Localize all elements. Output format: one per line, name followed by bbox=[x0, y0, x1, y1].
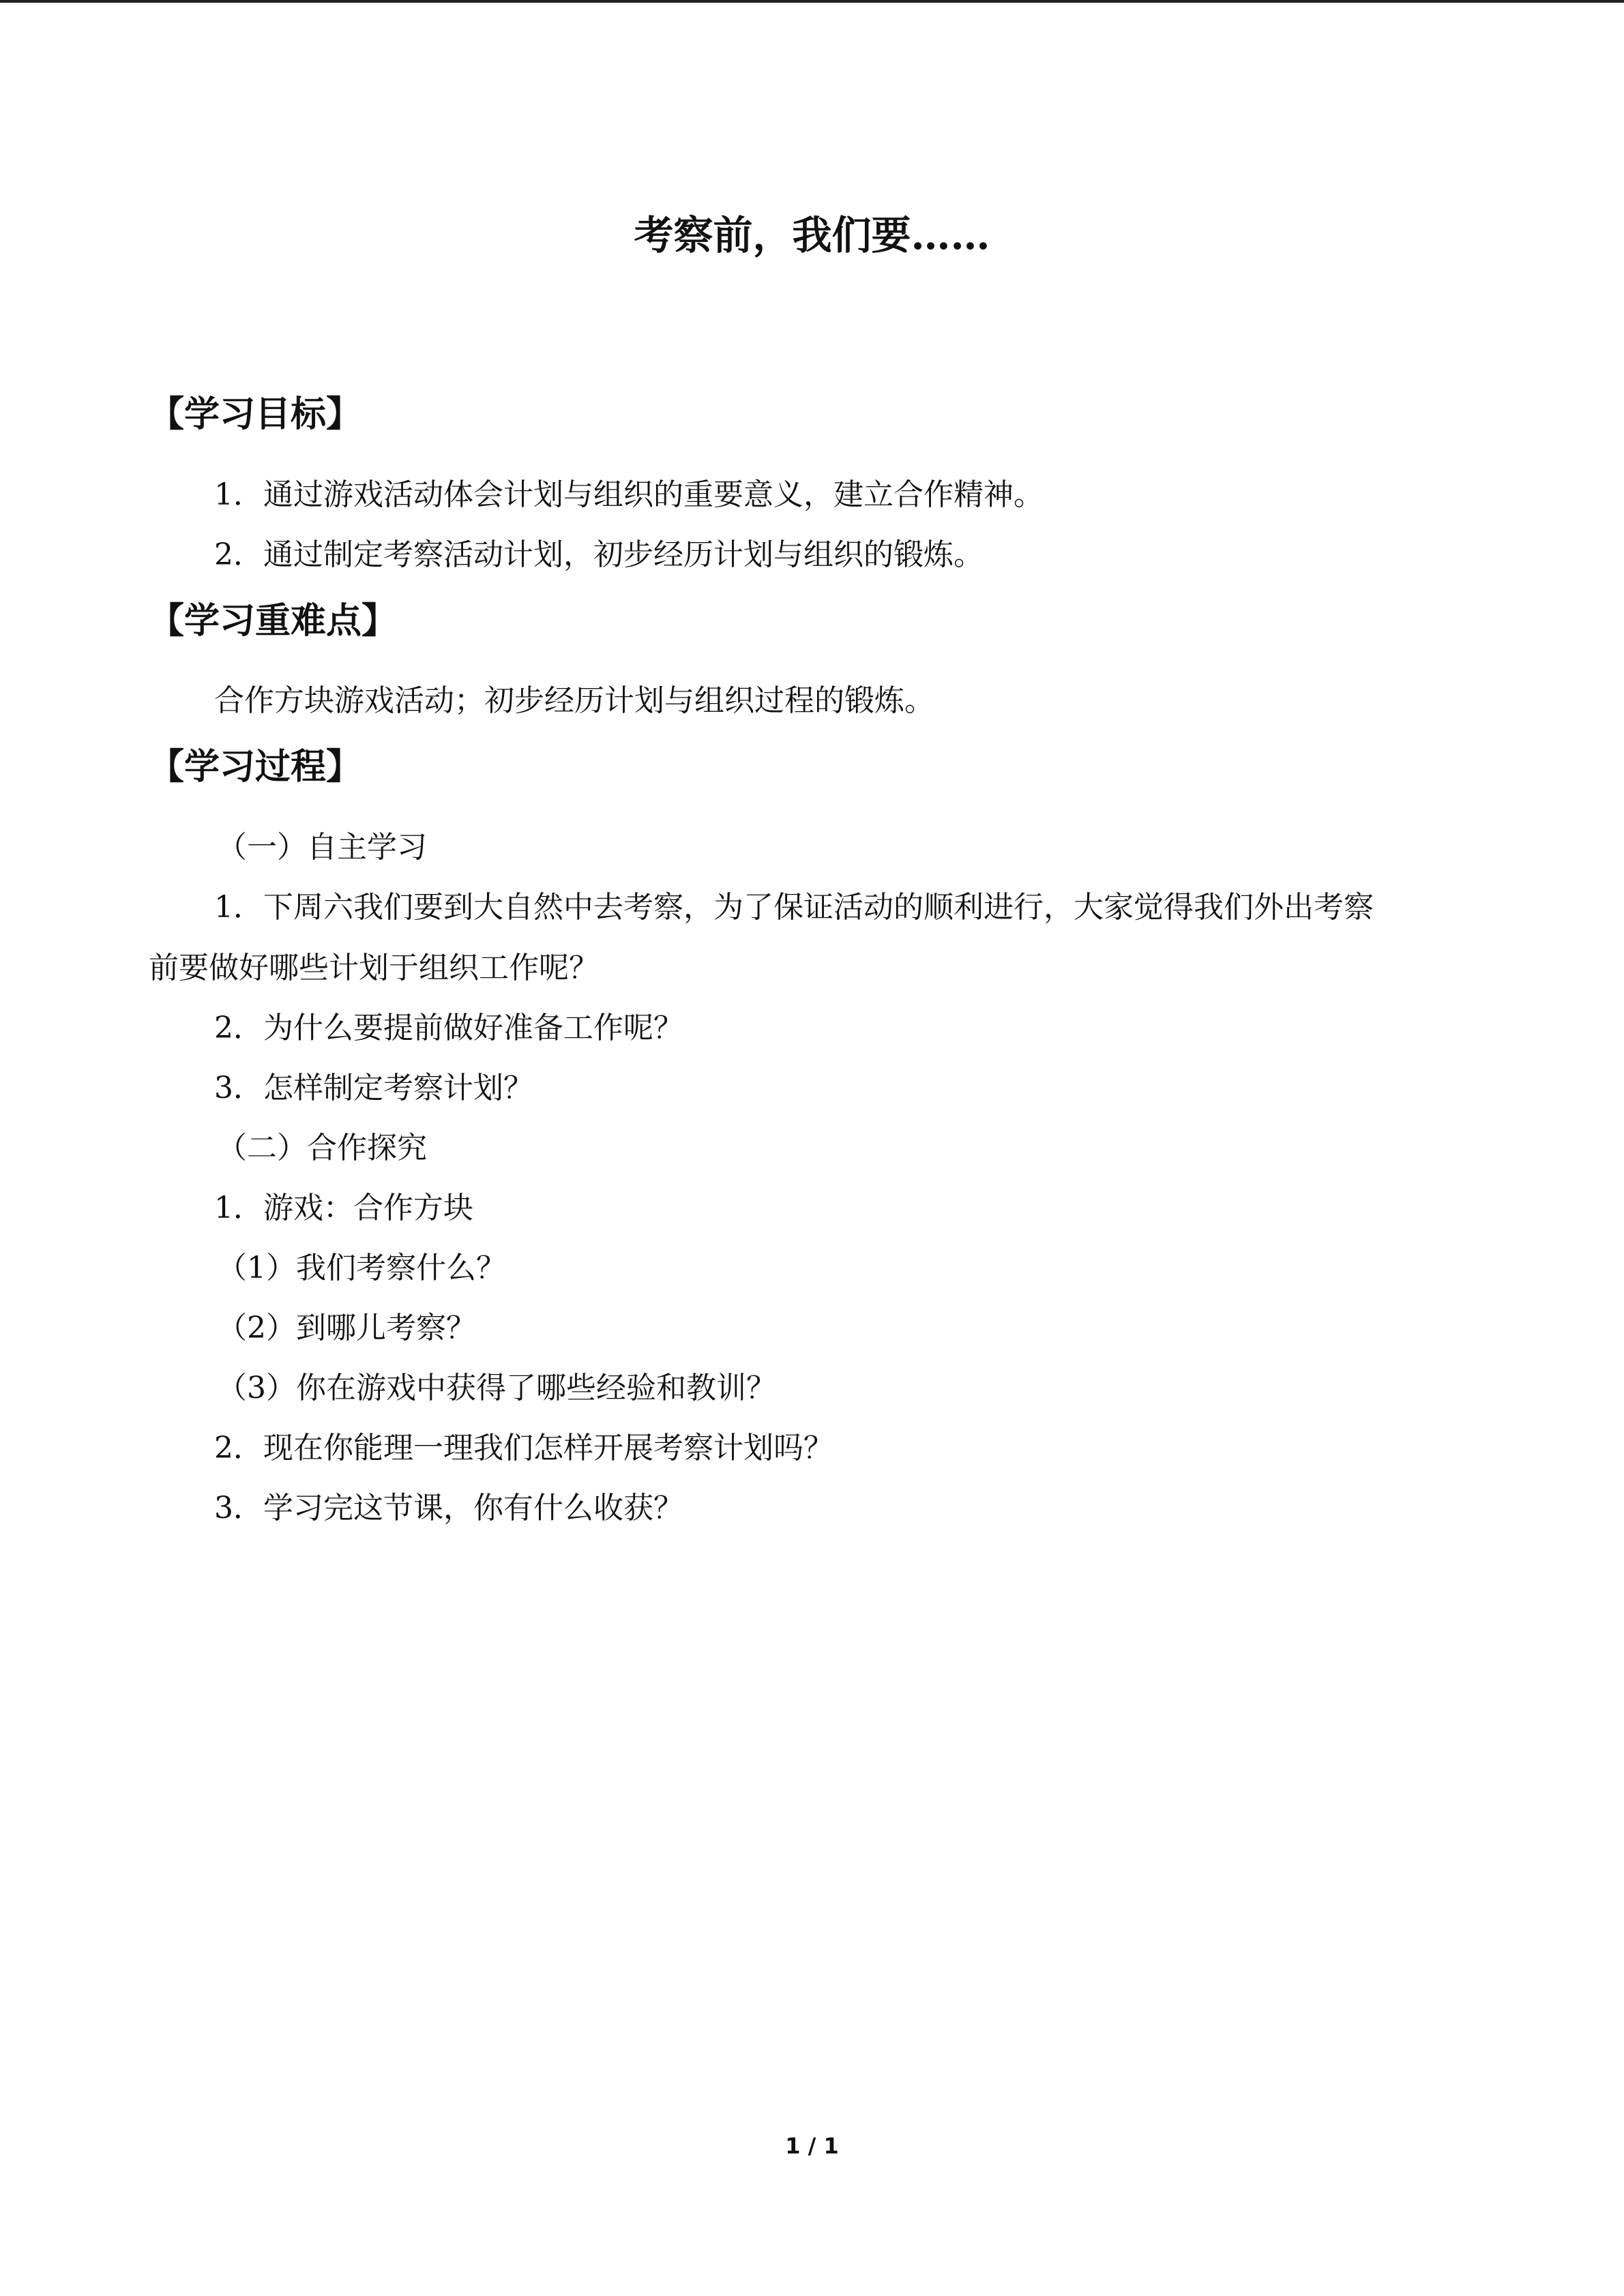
cooperative-question-2: 2．现在你能理一理我们怎样开展考察计划吗？ bbox=[214, 1431, 833, 1465]
self-study-question-2: 2．为什么要提前做好准备工作呢？ bbox=[214, 1011, 683, 1045]
self-study-question-1-line-2: 前要做好哪些计划于组织工作呢？ bbox=[149, 951, 599, 985]
objective-item-1: 1．通过游戏活动体会计划与组织的重要意义，建立合作精神。 bbox=[214, 477, 1044, 512]
self-study-question-1-line-1: 1．下周六我们要到大自然中去考察，为了保证活动的顺利进行，大家觉得我们外出考察 bbox=[214, 890, 1374, 925]
self-study-question-3: 3．怎样制定考察计划？ bbox=[214, 1071, 533, 1105]
key-points-heading: 【学习重难点】 bbox=[149, 600, 398, 642]
cooperative-sub-question-2: （2）到哪儿考察？ bbox=[217, 1311, 476, 1345]
process-heading: 【学习过程】 bbox=[149, 746, 362, 788]
objective-item-2: 2．通过制定考察活动计划，初步经历计划与组织的锻炼。 bbox=[214, 537, 984, 572]
page-title: 考察前，我们要…… bbox=[634, 212, 990, 258]
cooperative-game: 1．游戏：合作方块 bbox=[214, 1191, 473, 1225]
cooperative-sub-question-1: （1）我们考察什么？ bbox=[217, 1251, 506, 1285]
top-border-rule bbox=[0, 0, 1624, 3]
objectives-heading: 【学习目标】 bbox=[149, 393, 362, 435]
key-points-text: 合作方块游戏活动；初步经历计划与组织过程的锻炼。 bbox=[214, 683, 934, 718]
cooperative-sub-question-3: （3）你在游戏中获得了哪些经验和教训？ bbox=[217, 1371, 776, 1405]
page-number: 1 / 1 bbox=[785, 2133, 839, 2159]
cooperative-label: （二）合作探究 bbox=[217, 1131, 427, 1165]
cooperative-question-3: 3．学习完这节课，你有什么收获？ bbox=[214, 1491, 683, 1525]
self-study-label: （一）自主学习 bbox=[217, 830, 427, 865]
